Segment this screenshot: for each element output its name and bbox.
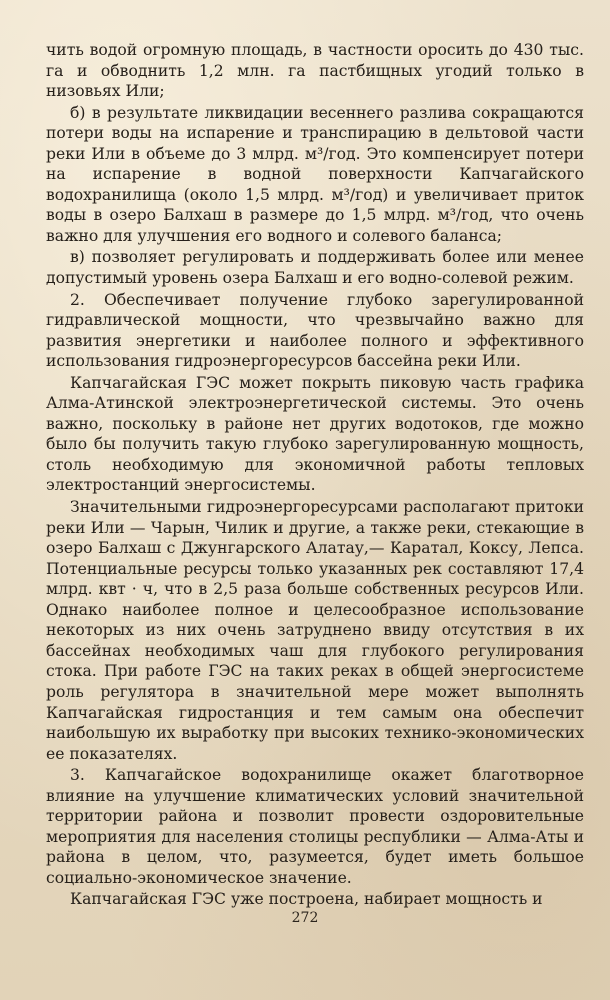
paragraph-item-v: в) позволяет регулировать и поддерживать более или менее допустимый уровень озера Балхаш и его водно-солевой режим. (46, 248, 584, 288)
paragraph-final: Капчагайская ГЭС уже построена, набирает мощность и (70, 890, 543, 909)
page-text-column (46, 40, 584, 910)
paragraph-item-b: б) в результате ликвидации весеннего разлива сокращаются потери воды на испарение и транспирацию в дельтовой части реки Или в объеме до 3 млрд. м³/год. Это компенсирует потери на испарение в водной поверхности Капчагайского водохранилища (около 1,5 млрд. м³/год) и увеличивает приток воды в озеро Балхаш в размере до 1,5 млрд. м³/год, что очень важно для улучшения его водного и солевого баланса; (46, 103, 584, 245)
page-number: 272 (291, 910, 319, 926)
paragraph-tributaries: Значительными гидроэнергоресурсами располагают притоки реки Или — Чарын, Чилик и другие, а также реки, стекающие в озеро Балхаш с Джунгарского Алатау,— Каратал, Коксу, Лепса. Потенциальные ресурсы только указанных рек составляют 17,4 млрд. квт · ч, что в 2,5 раза больше собственных ресурсов Или. Однако наиболее полное и целесообразное использование некоторых из них очень затруднено ввиду отсутствия в их бассейнах необходимых чаш для глубокого регулирования стока. При работе ГЭС на таких реках в общей энергосистеме роль регулятора в значительной мере может выполнять Капчагайская гидростанция и тем самым она обеспечит наибольшую их выработку при высоких технико-экономических ее показателях. (46, 498, 584, 763)
paragraph-kapchagay-peak: Капчагайская ГЭС может покрыть пиковую часть графика Алма-Атинской электроэнергетической системы. Это очень важно, поскольку в районе нет других водотоков, где можно было бы получить такую глубоко зарегулированную мощность, столь необходимую для экономичной работы тепловых электростанций энергосистемы. (46, 373, 584, 495)
paragraph-point-2: 2. Обеспечивает получение глубоко зарегулированной гидравлической мощности, что чрезвычайно важно для развития энергетики и наиболее полного и эффективного использования гидроэнергоресурсов бассейна реки Или. (46, 290, 584, 371)
paragraph-continuation: чить водой огромную площадь, в частности оросить до 430 тыс. га и обводнить 1,2 млн. га пастбищных угодий только в низовьях Или; (46, 41, 584, 101)
paragraph-point-3: 3. Капчагайское водохранилище окажет благотворное влияние на улучшение климатических условий значительной территории района и позволит провести оздоровительные мероприятия для населения столицы республики — Алма-Аты и района в целом, что, разумеется, будет иметь большое социально-экономическое значение. (46, 766, 584, 887)
